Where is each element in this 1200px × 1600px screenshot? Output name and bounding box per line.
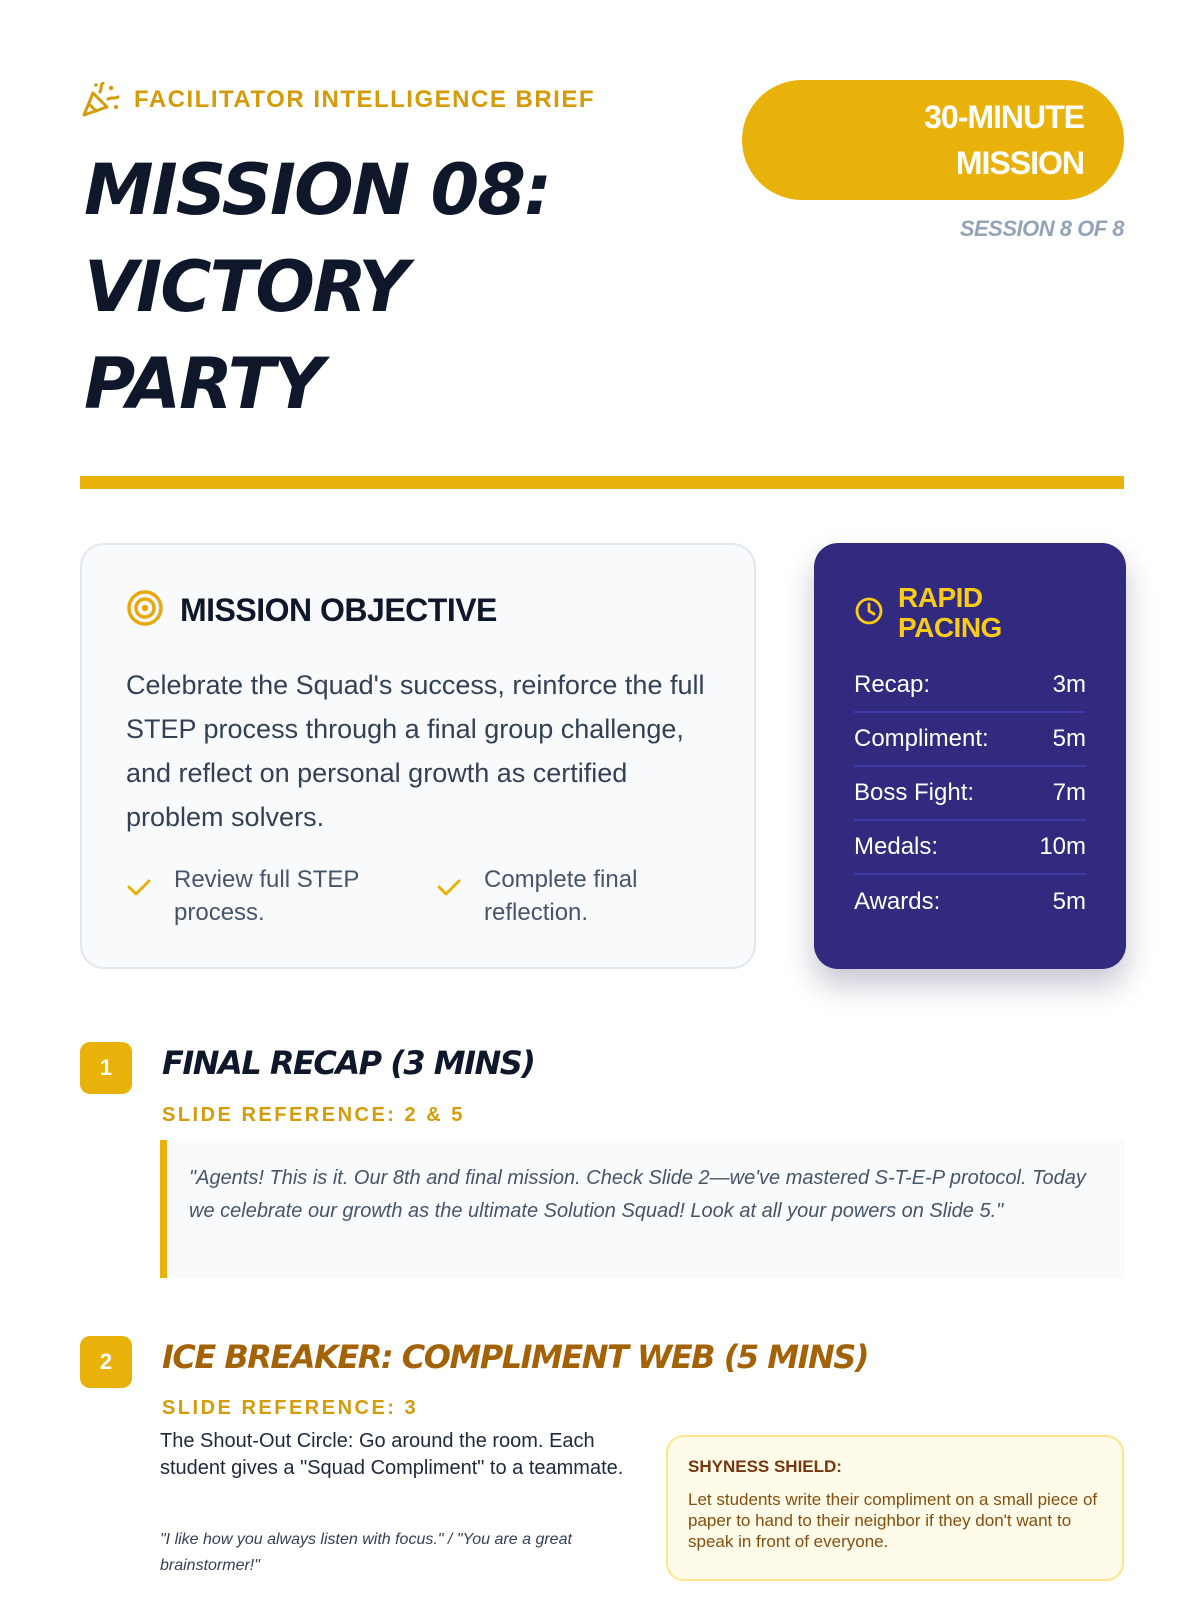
duration-line: 30-MINUTE	[924, 99, 1084, 135]
pacing-label: Compliment:	[854, 725, 989, 752]
pacing-label: Awards:	[854, 888, 941, 915]
mission-objective-card	[80, 543, 756, 969]
brief-label-text: FACILITATOR INTELLIGENCE BRIEF	[134, 86, 595, 113]
activity-description: The Shout-Out Circle: Go around the room. Each student gives a "Squad Compliment" to a teammate.	[160, 1430, 624, 1479]
rapid-pacing-card	[814, 543, 1126, 969]
section-number-badge: 1	[80, 1042, 132, 1094]
tip-heading: SHYNESS SHIELD:	[688, 1457, 842, 1476]
slide-reference: SLIDE REFERENCE: 3	[162, 1397, 419, 1419]
duration-text	[884, 94, 1084, 186]
title-line: PARTY	[84, 343, 323, 425]
pacing-label: Recap:	[854, 671, 931, 698]
duration-badge	[742, 80, 1124, 200]
checklist-text: Review full STEP process.	[174, 866, 359, 926]
checklist-item	[126, 863, 406, 929]
check-icon	[126, 863, 152, 929]
section-title: ICE BREAKER: COMPLIMENT WEB (5 MINS)	[162, 1338, 868, 1376]
duration-line: MISSION	[955, 145, 1084, 181]
pacing-value: 10m	[1039, 833, 1086, 860]
pacing-value: 3m	[1052, 671, 1086, 698]
header-divider	[80, 476, 1124, 489]
section-title: FINAL RECAP (3 MINS)	[162, 1044, 535, 1082]
pacing-label: Medals:	[854, 833, 939, 860]
pacing-value: 5m	[1052, 725, 1086, 752]
checklist-text: Complete final reflection.	[484, 866, 638, 926]
session-label: SESSION 8 OF 8	[959, 216, 1124, 241]
title-line: MISSION 08:	[84, 149, 550, 231]
script-quote: "Agents! This is it. Our 8th and final mission. Check Slide 2—we've mastered S-T-E-P protocol. Today we celebrate our growth as the ultimate Solution Squad! Look at all your powers on Slide 5."	[160, 1140, 1124, 1278]
pacing-value: 5m	[1052, 888, 1086, 915]
slide-reference: SLIDE REFERENCE: 2 & 5	[162, 1104, 465, 1126]
section-number-badge: 2	[80, 1336, 132, 1388]
tip-body: Let students write their compliment on a small piece of paper to hand to their neighbor if they don't want to speak in front of everyone.	[688, 1490, 1098, 1551]
pacing-row	[854, 713, 1086, 767]
party-popper-icon	[80, 82, 120, 118]
pacing-heading-line: RAPID	[898, 582, 983, 613]
pacing-row	[854, 875, 1086, 929]
objective-body: Celebrate the Squad's success, reinforce the full STEP process through a final group challenge, and reflect on personal growth as certified problem solvers.	[126, 670, 705, 832]
pacing-row	[854, 821, 1086, 875]
checklist-item	[436, 863, 716, 929]
check-icon	[436, 863, 462, 929]
pacing-row	[854, 659, 1086, 713]
pacing-heading	[898, 583, 1002, 643]
pacing-list	[854, 659, 1086, 929]
brief-label	[80, 82, 595, 118]
shyness-shield-tip	[666, 1435, 1124, 1581]
page-title	[84, 142, 724, 433]
target-icon	[126, 589, 164, 632]
pacing-heading-line: PACING	[898, 612, 1002, 643]
title-line: VICTORY	[84, 246, 408, 328]
pacing-value: 7m	[1052, 779, 1086, 806]
pacing-row	[854, 767, 1086, 821]
pacing-label: Boss Fight:	[854, 779, 975, 806]
example-quote: "I like how you always listen with focus." / "You are a great brainstormer!"	[160, 1531, 572, 1574]
objective-heading: MISSION OBJECTIVE	[180, 592, 497, 628]
clock-icon	[854, 596, 884, 631]
